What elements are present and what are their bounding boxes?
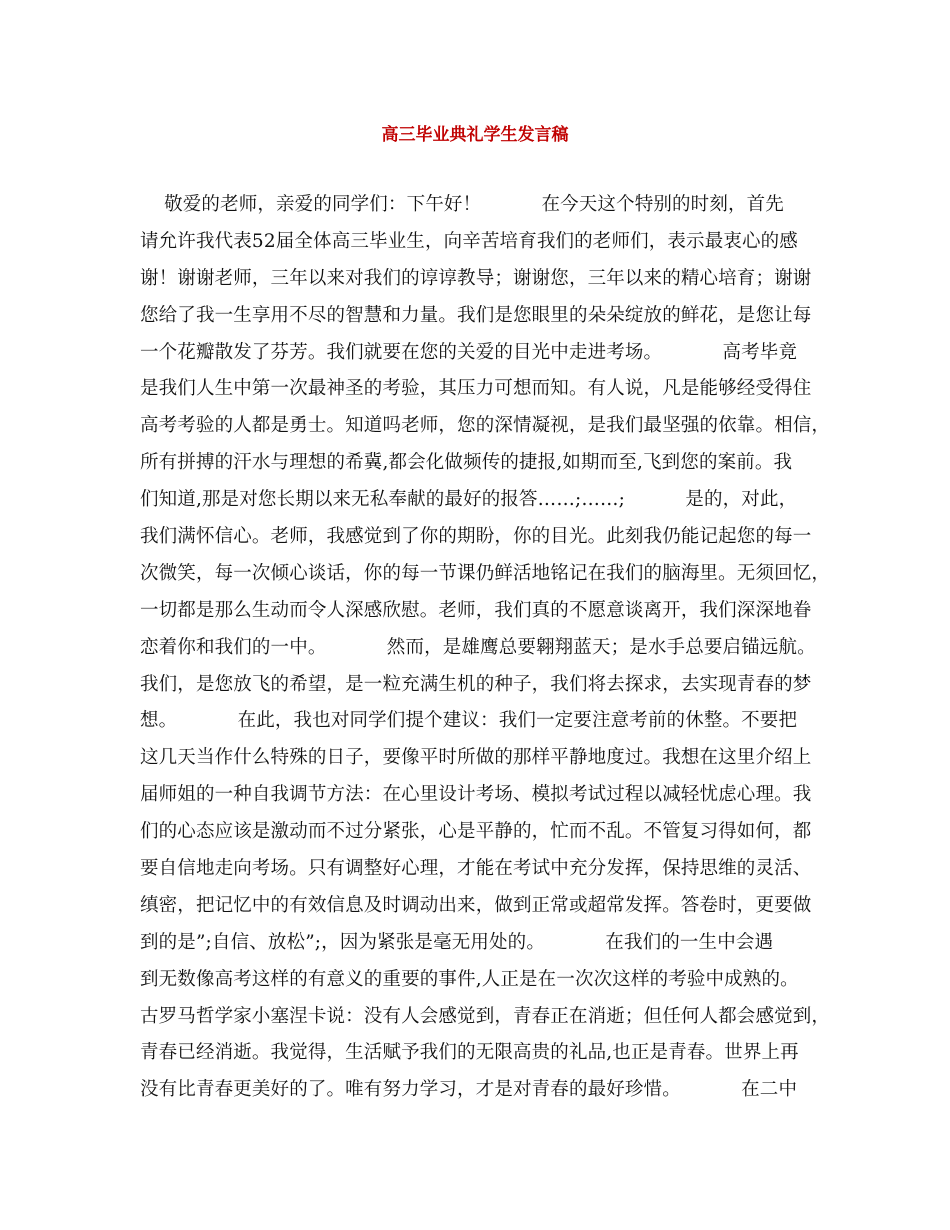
body-line: 所有拼搏的汗水与理想的希冀,都会化做频传的捷报,如期而至,飞到您的案前。我	[140, 452, 793, 474]
body-line: 我们，是您放飞的希望，是一粒充满生机的种子，我们将去探求，去实现青春的梦	[140, 673, 812, 695]
document-title: 高三毕业典礼学生发言稿	[381, 125, 569, 145]
body-line: 谢！谢谢老师，三年以来对我们的谆谆教导；谢谢您，三年以来的精心培育；谢谢	[140, 267, 812, 289]
body-line: 到无数像高考这样的有意义的重要的事件,人正是在一次次这样的考验中成熟的。	[140, 968, 799, 990]
body-line: 一个花瓣散发了芬芳。我们就要在您的关爱的目光中走进考场。 高考毕竟	[140, 341, 798, 363]
body-line: 是我们人生中第一次最神圣的考验，其压力可想而知。有人说，凡是能够经受得住	[140, 378, 812, 400]
body-line: 缜密，把记忆中的有效信息及时调动出来，做到正常或超常发挥。答卷时，更要做	[140, 894, 812, 916]
body-line: 们的心态应该是激动而不过分紧张，心是平静的，忙而不乱。不管复习得如何，都	[140, 821, 812, 843]
body-line: 高考考验的人都是勇士。知道吗老师，您的深情凝视，是我们最坚强的依靠。相信，	[140, 415, 831, 437]
body-line: 要自信地走向考场。只有调整好心理，才能在考试中充分发挥，保持思维的灵活、	[140, 858, 812, 880]
body-line: 没有比青春更美好的了。唯有努力学习，才是对青春的最好珍惜。 在二中	[140, 1079, 798, 1101]
body-line: 想。 在此，我也对同学们提个建议：我们一定要注意考前的休整。不要把	[140, 710, 798, 732]
body-line: 恋着你和我们的一中。 然而，是雄鹰总要翱翔蓝天；是水手总要启锚远航。	[140, 636, 816, 658]
body-line: 们知道,那是对您长期以来无私奉献的最好的报答……;……; 是的，对此，	[140, 489, 798, 511]
body-line: 届师姐的一种自我调节方法：在心里设计考场、模拟考试过程以减轻忧虑心理。我	[140, 784, 812, 806]
body-line: 到的是”;自信、放松”;，因为紧张是毫无用处的。 在我们的一生中会遇	[140, 931, 774, 953]
body-line: 古罗马哲学家小塞涅卡说：没有人会感觉到，青春正在消逝；但任何人都会感觉到，	[140, 1005, 831, 1027]
body-line: 敬爱的老师，亲爱的同学们：下午好！ 在今天这个特别的时刻，首先	[140, 194, 784, 215]
body-line: 我们满怀信心。老师，我感觉到了你的期盼，你的目光。此刻我仍能记起您的每一	[140, 526, 812, 548]
body-line: 一切都是那么生动而令人深感欣慰。老师，我们真的不愿意谈离开，我们深深地眷	[140, 599, 812, 621]
body-line: 您给了我一生享用不尽的智慧和力量。我们是您眼里的朵朵绽放的鲜花，是您让每	[140, 304, 812, 326]
body-line: 请允许我代表52届全体高三毕业生，向辛苦培育我们的老师们，表示最衷心的感	[140, 230, 798, 252]
document-body	[140, 187, 830, 1109]
body-line: 青春已经消逝。我觉得，生活赋予我们的无限高贵的礼品,也正是青春。世界上再	[140, 1042, 799, 1064]
body-line: 这几天当作什么特殊的日子，要像平时所做的那样平静地度过。我想在这里介绍上	[140, 747, 812, 769]
body-line: 次微笑，每一次倾心谈话，你的每一节课仍鲜活地铭记在我们的脑海里。无须回忆，	[140, 562, 831, 584]
